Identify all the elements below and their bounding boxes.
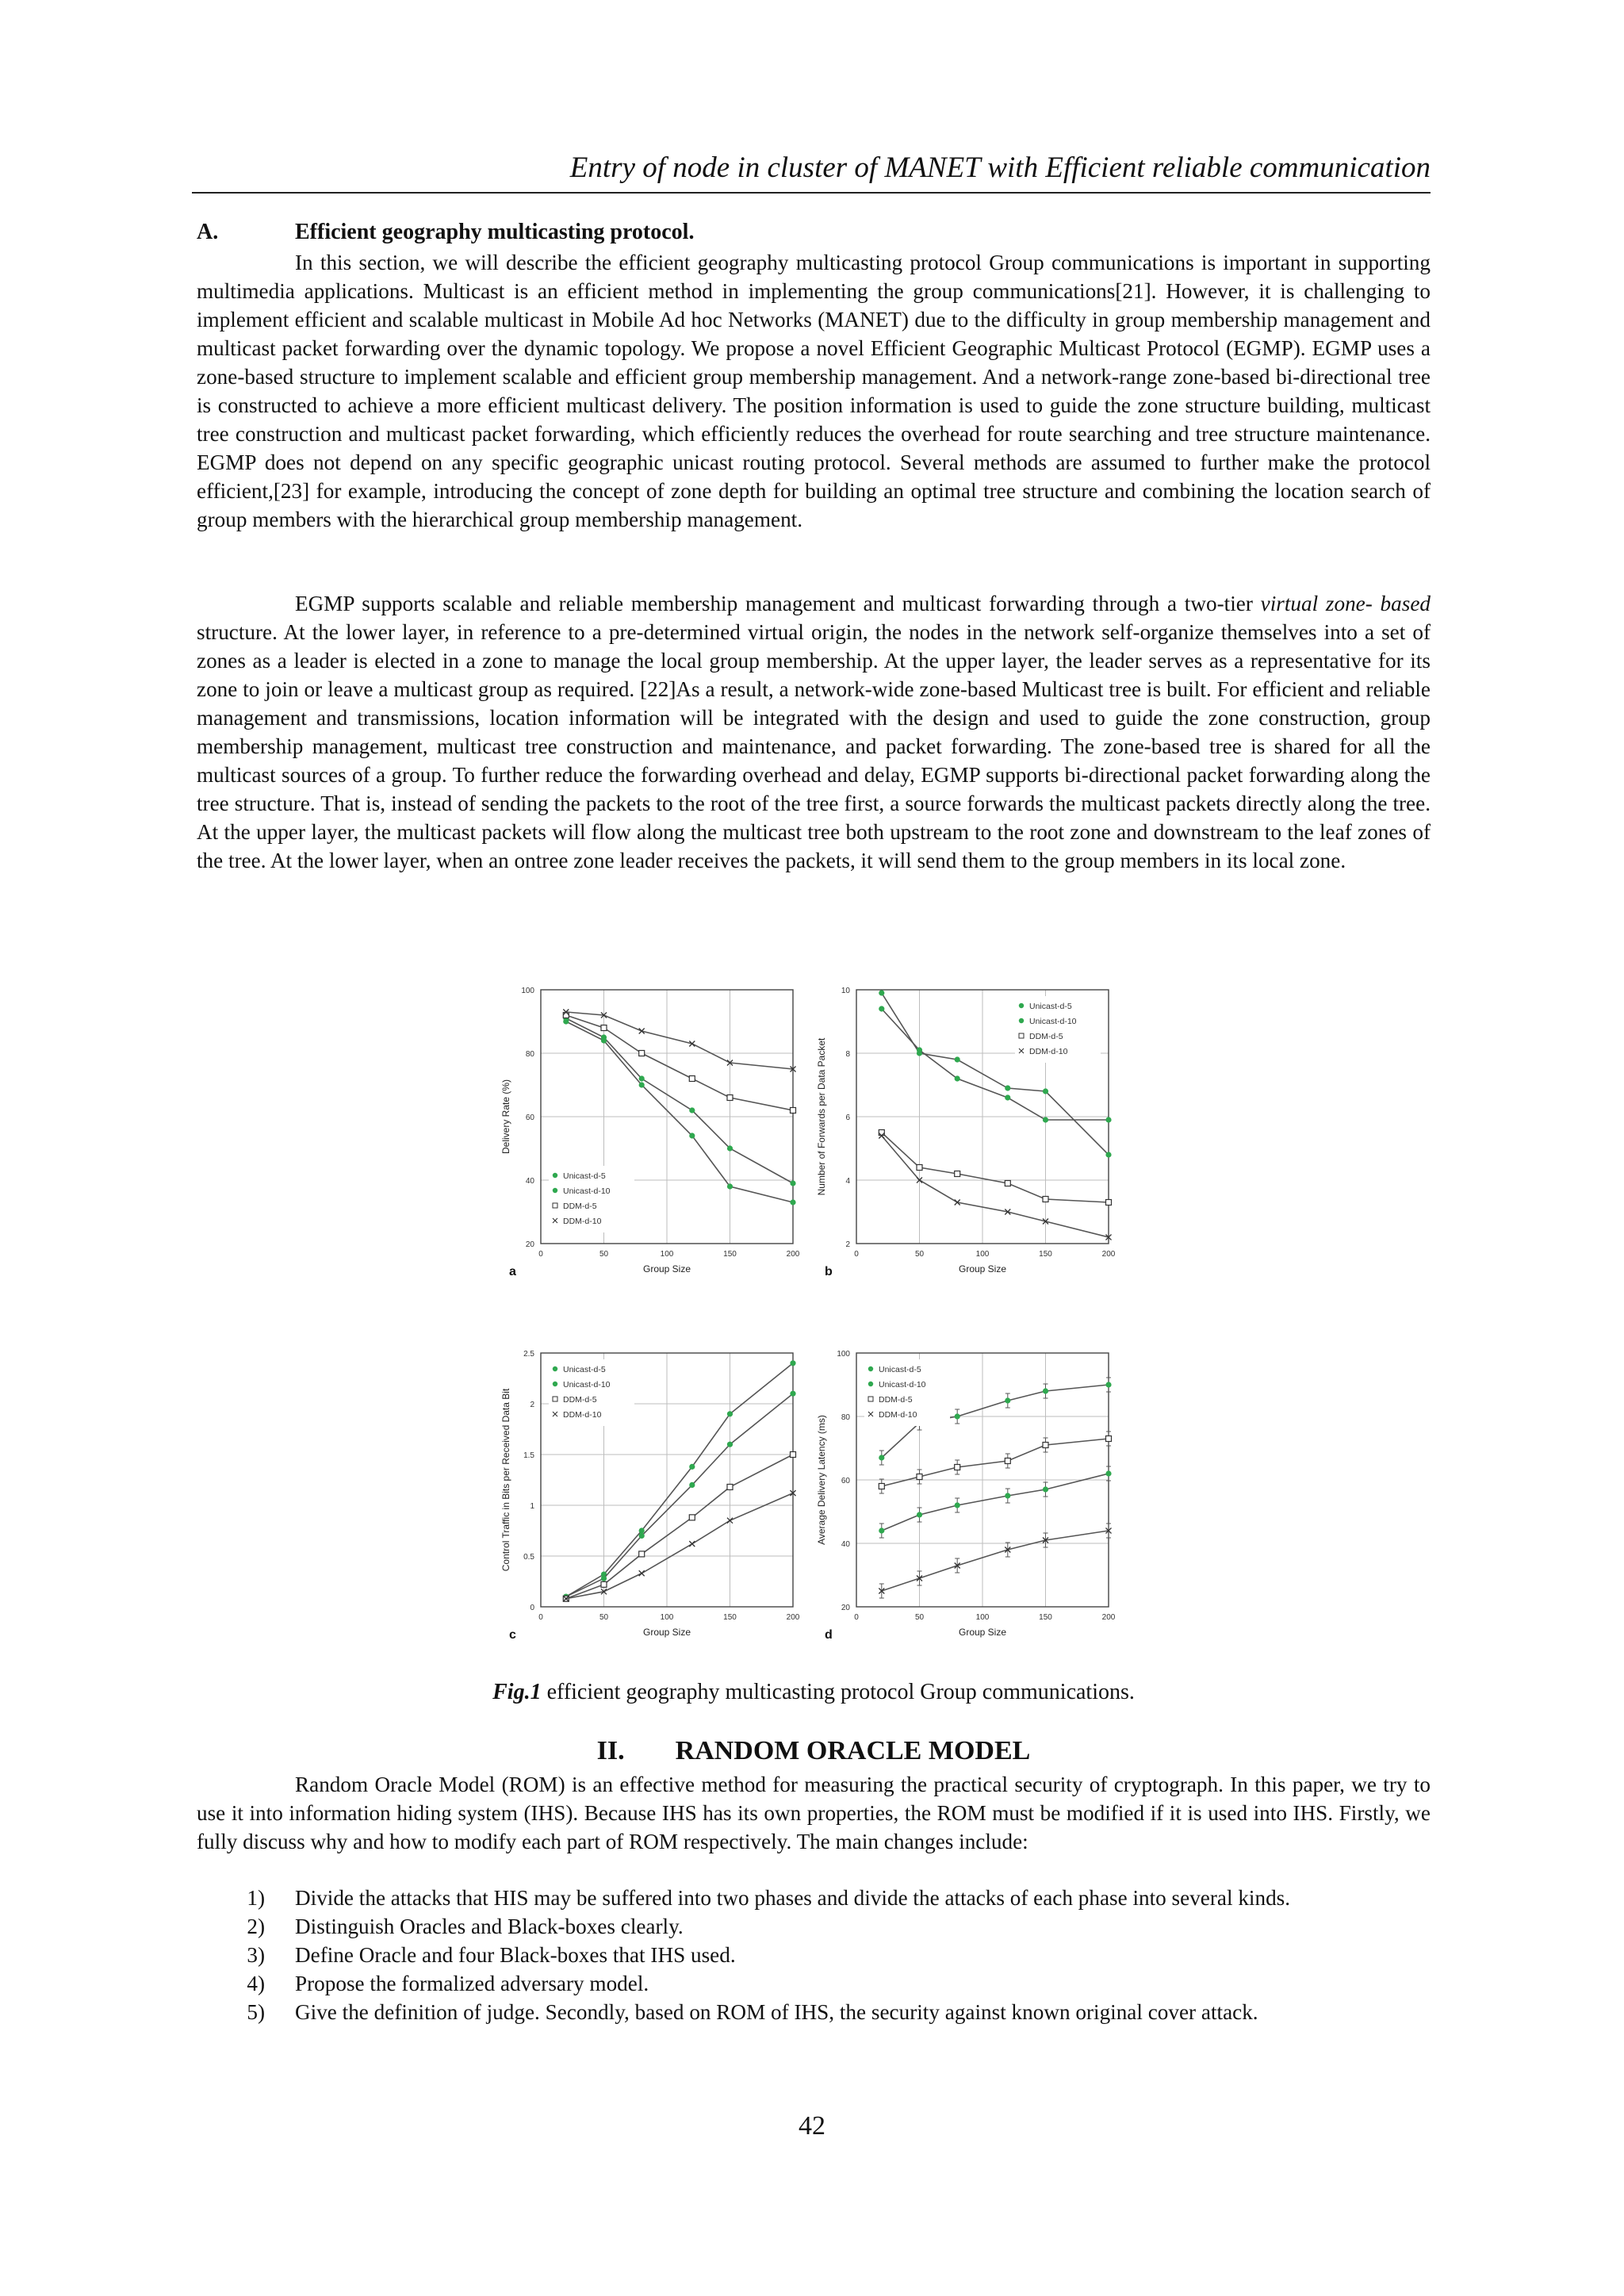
y-tick-label: 2 — [530, 1401, 534, 1409]
header-rule — [192, 192, 1431, 194]
series-line-DDM-d-10 — [882, 1531, 1109, 1591]
data-point — [689, 1076, 695, 1082]
x-tick-label: 0 — [538, 1250, 543, 1259]
legend-marker — [868, 1397, 873, 1401]
series-line-DDM-d-10 — [566, 1493, 793, 1599]
x-tick-label: 150 — [723, 1613, 737, 1622]
x-tick-label: 200 — [786, 1250, 800, 1259]
data-point — [955, 1171, 960, 1177]
data-point — [727, 1411, 733, 1416]
changes-list — [197, 1884, 1431, 2026]
data-point — [601, 1037, 607, 1043]
x-tick-label: 150 — [1039, 1613, 1052, 1622]
data-point — [917, 1047, 922, 1052]
data-point — [1106, 1200, 1112, 1205]
x-tick-label: 100 — [660, 1613, 674, 1622]
data-point — [689, 1515, 695, 1520]
list-item — [197, 1998, 1431, 2026]
list-item — [197, 1884, 1431, 1912]
legend-label: DDM-d-5 — [563, 1202, 597, 1211]
x-axis-label: Group Size — [958, 1627, 1007, 1638]
data-point — [955, 1465, 960, 1470]
y-tick-label: 1.5 — [523, 1451, 534, 1460]
x-tick-label: 0 — [854, 1250, 859, 1259]
section-heading — [197, 1736, 1431, 1766]
list-text: Propose the formalized adversary model. — [295, 1972, 649, 1995]
legend-marker — [868, 1382, 873, 1386]
data-point — [689, 1133, 695, 1138]
y-tick-label: 100 — [837, 1350, 850, 1359]
list-text: Distinguish Oracles and Black-boxes clearly. — [295, 1915, 684, 1938]
list-item — [197, 1912, 1431, 1941]
section-title: Efficient geography multicasting protocol. — [295, 220, 695, 244]
data-point — [727, 1442, 733, 1447]
x-tick-label: 150 — [1039, 1250, 1052, 1259]
chart-panel-d — [816, 1350, 1116, 1642]
page-number: 42 — [799, 2111, 825, 2141]
data-point — [639, 1570, 645, 1576]
section-heading-title: RANDOM ORACLE MODEL — [675, 1736, 1031, 1765]
section-letter: A. — [197, 220, 219, 244]
legend-marker — [1019, 1018, 1024, 1023]
y-tick-label: 60 — [525, 1114, 534, 1122]
x-axis-label: Group Size — [642, 1263, 691, 1274]
data-point — [955, 1413, 960, 1419]
legend-label: Unicast-d-10 — [879, 1380, 926, 1389]
data-point — [727, 1145, 733, 1151]
series-line-Unicast-d-5 — [566, 1018, 793, 1183]
data-point — [639, 1082, 645, 1087]
legend-label: DDM-d-10 — [563, 1410, 602, 1420]
data-point — [790, 1360, 795, 1366]
x-axis-label: Group Size — [958, 1263, 1007, 1274]
data-point — [790, 1180, 795, 1186]
data-point — [1005, 1094, 1010, 1100]
data-point — [791, 1108, 796, 1114]
x-tick-label: 50 — [599, 1613, 609, 1622]
y-tick-label: 60 — [841, 1477, 850, 1485]
data-point — [689, 1541, 695, 1547]
legend-marker — [1019, 1003, 1024, 1008]
x-axis-label: Group Size — [642, 1627, 691, 1638]
x-tick-label: 200 — [1101, 1250, 1116, 1259]
series-line-DDM-d-5 — [882, 1439, 1109, 1486]
data-point — [879, 1527, 884, 1533]
series-line-DDM-d-10 — [882, 1136, 1109, 1237]
data-point — [955, 1502, 960, 1508]
data-point — [689, 1107, 695, 1113]
list-number: 1) — [247, 1886, 265, 1910]
list-number: 2) — [247, 1915, 265, 1938]
chart-panel-b — [816, 987, 1116, 1278]
legend-label: Unicast-d-10 — [563, 1380, 611, 1389]
data-point — [563, 1018, 569, 1024]
x-tick-label: 200 — [1101, 1613, 1116, 1622]
y-tick-label: 40 — [841, 1540, 850, 1549]
data-point — [1106, 1436, 1112, 1442]
legend-label: DDM-d-5 — [879, 1395, 913, 1405]
x-tick-label: 0 — [538, 1613, 543, 1622]
y-axis-label: Average Delivery Latency (ms) — [816, 1415, 827, 1545]
data-point — [1043, 1486, 1048, 1492]
paragraph-rom: Random Oracle Model (ROM) is an effective method for measuring the practical security of cryptograph. In this paper, we try to use it into information hiding system (IHS). Because IHS has its own properties, the ROM must be modified if it is used into IHS. Firstly, we fully discuss why and how to modify each part of ROM respectively. The main changes include: — [197, 1773, 1431, 1853]
panel-letter: d — [825, 1628, 833, 1642]
x-tick-label: 100 — [975, 1613, 990, 1622]
data-point — [790, 1199, 795, 1205]
list-text: Define Oracle and four Black-boxes that IHS used. — [295, 1943, 736, 1967]
data-point — [1043, 1088, 1048, 1094]
data-point — [689, 1482, 695, 1488]
legend-label: DDM-d-10 — [879, 1410, 917, 1420]
series-line-Unicast-d-10 — [882, 1474, 1109, 1531]
x-tick-label: 100 — [660, 1250, 674, 1259]
data-point — [955, 1056, 960, 1062]
data-point — [1043, 1443, 1048, 1448]
data-point — [639, 1527, 645, 1533]
y-tick-label: 10 — [841, 987, 850, 995]
legend-label: Unicast-d-5 — [563, 1171, 606, 1181]
data-point — [1043, 1197, 1048, 1202]
chart-panel-a — [500, 987, 800, 1278]
legend-marker — [553, 1188, 557, 1193]
data-point — [879, 1484, 884, 1489]
y-tick-label: 8 — [845, 1050, 850, 1059]
panel-letter: a — [509, 1265, 516, 1278]
y-tick-label: 100 — [521, 987, 534, 995]
legend-marker — [868, 1366, 873, 1371]
y-tick-label: 6 — [845, 1114, 850, 1122]
y-tick-label: 20 — [841, 1604, 850, 1612]
y-tick-label: 2 — [845, 1240, 850, 1249]
data-point — [727, 1183, 733, 1189]
y-tick-label: 4 — [845, 1177, 850, 1186]
legend-label: DDM-d-5 — [1029, 1032, 1063, 1041]
data-point — [917, 1512, 922, 1517]
y-tick-label: 80 — [525, 1050, 534, 1059]
list-text: Give the definition of judge. Secondly, based on ROM of IHS, the security against known original cover attack. — [295, 2000, 1258, 2024]
data-point — [1105, 1117, 1111, 1122]
list-number: 3) — [247, 1943, 265, 1967]
running-header: Entry of node in cluster of MANET with Efficient reliable communication — [569, 151, 1431, 184]
legend-label: Unicast-d-5 — [879, 1365, 921, 1374]
legend-label: DDM-d-10 — [563, 1217, 602, 1226]
series-line-DDM-d-10 — [566, 1012, 793, 1069]
data-point — [689, 1464, 695, 1470]
y-tick-label: 2.5 — [523, 1350, 534, 1359]
data-point — [639, 1051, 645, 1056]
x-tick-label: 100 — [975, 1250, 990, 1259]
data-point — [1043, 1388, 1048, 1393]
legend-marker — [1019, 1033, 1024, 1038]
x-tick-label: 200 — [786, 1613, 800, 1622]
data-point — [791, 1452, 796, 1458]
y-tick-label: 0.5 — [523, 1553, 534, 1562]
x-tick-label: 50 — [599, 1250, 609, 1259]
legend-marker — [553, 1173, 557, 1178]
legend-label: Unicast-d-10 — [563, 1186, 611, 1196]
data-point — [917, 1474, 922, 1480]
figure-caption — [197, 1680, 1431, 1705]
data-point — [790, 1391, 795, 1397]
data-point — [879, 1455, 884, 1460]
data-point — [1043, 1117, 1048, 1122]
x-tick-label: 0 — [854, 1613, 859, 1622]
legend-marker — [553, 1382, 557, 1386]
legend-label: Unicast-d-10 — [1029, 1017, 1077, 1026]
list-item — [197, 1941, 1431, 1969]
y-tick-label: 0 — [530, 1604, 534, 1612]
x-tick-label: 50 — [914, 1250, 925, 1259]
data-point — [955, 1075, 960, 1081]
paragraph-italic-text: virtual zone- based — [1260, 592, 1431, 615]
paragraph-text: structure. At the lower layer, in reference to a pre-determined virtual origin, the nodes in the network self-organize themselves into a set of zones as a leader is elected in a zone to manage the local group membership. At the upper layer, the leader serves as a representative for its zone to join or leave a multicast group as required. [22]As a result, a network-wide zone-based Multicast tree is built. For efficient and reliable management and transmissions, location information will be integrated with the design and used to guide the zone construction, group membership management, multicast tree construction and maintenance, and packet forwarding. The zone-based tree is shared for all the multicast sources of a group. To further reduce the forwarding overhead and delay, EGMP supports bi-directional packet forwarding along the tree structure. That is, instead of sending the packets to the root of the tree first, a source forwards the multicast packets directly along the tree. At the upper layer, the multicast packets will flow along the multicast tree both upstream to the root zone and downstream to the leaf zones of the tree. At the lower layer, when an ontree zone leader receives the packets, it will send them to the group members in its local zone. — [197, 620, 1431, 872]
paragraph-text: EGMP supports scalable and reliable membership management and multicast forwarding through a two-tier — [295, 592, 1261, 615]
data-point — [1005, 1397, 1010, 1403]
y-axis-label: Delivery Rate (%) — [500, 1079, 511, 1155]
legend-label: DDM-d-10 — [1029, 1047, 1068, 1056]
legend-marker — [553, 1203, 557, 1208]
panel-letter: c — [509, 1628, 516, 1642]
data-point — [1005, 1458, 1010, 1464]
data-point — [601, 1025, 607, 1031]
x-tick-label: 50 — [914, 1613, 925, 1622]
panel-letter: b — [825, 1265, 833, 1278]
y-tick-label: 40 — [525, 1177, 534, 1186]
section-number: II. — [596, 1736, 625, 1765]
list-number: 5) — [247, 2000, 265, 2024]
data-point — [1005, 1181, 1010, 1186]
series-line-DDM-d-5 — [566, 1015, 793, 1110]
data-point — [639, 1075, 645, 1081]
data-point — [639, 1533, 645, 1539]
legend-label: Unicast-d-5 — [563, 1365, 606, 1374]
data-point — [1105, 1152, 1111, 1157]
data-point — [879, 1006, 884, 1011]
chart-panel-c — [500, 1350, 800, 1642]
y-tick-label: 20 — [525, 1240, 534, 1249]
list-item — [197, 1969, 1431, 1998]
paragraph-egmp-intro: In this section, we will describe the efficient geography multicasting protocol Group communications is important in supporting multimedia applications. Multicast is an efficient method in implementing the group communications[21]. However, it is challenging to implement efficient and scalable multicast in Mobile Ad hoc Networks (MANET) due to the difficulty in group membership management and multicast packet forwarding over the dynamic topology. We propose a novel Efficient Geographic Multicast Protocol (EGMP). EGMP uses a zone-based structure to implement scalable and efficient group membership management. And a network-range zone-based bi-directional tree is constructed to achieve a more efficient multicast delivery. The position information is used to guide the zone structure building, multicast tree construction and multicast packet forwarding, which efficiently reduces the overhead for route searching and tree structure maintenance. EGMP does not depend on any specific geographic unicast routing protocol. Several methods are assumed to further make the protocol efficient,[23] for example, introducing the concept of zone depth for building an optimal tree structure and combining the location search of group members with the hierarchical group membership management. — [197, 251, 1431, 531]
legend-marker — [553, 1397, 557, 1401]
y-tick-label: 1 — [530, 1502, 534, 1511]
y-axis-label: Number of Forwards per Data Packet — [816, 1037, 827, 1196]
list-text: Divide the attacks that HIS may be suffered into two phases and divide the attacks of each phase into several kinds. — [295, 1886, 1291, 1910]
data-point — [727, 1484, 733, 1489]
data-point — [1005, 1493, 1010, 1498]
series-line-DDM-d-5 — [882, 1133, 1109, 1202]
caption-text: efficient geography multicasting protocol Group communications. — [541, 1680, 1135, 1704]
caption-label: Fig.1 — [492, 1680, 542, 1704]
paragraph-egmp-structure — [197, 589, 1431, 875]
data-point — [1105, 1470, 1111, 1476]
data-point — [917, 1165, 922, 1171]
y-axis-label: Control Traffic in Bits per Received Data Bit — [500, 1388, 511, 1572]
data-point — [601, 1581, 607, 1587]
data-point — [601, 1576, 607, 1581]
data-point — [1005, 1085, 1010, 1091]
y-tick-label: 80 — [841, 1413, 850, 1422]
legend-label: DDM-d-5 — [563, 1395, 597, 1405]
legend-label: Unicast-d-5 — [1029, 1002, 1072, 1011]
data-point — [1105, 1382, 1111, 1387]
data-point — [879, 990, 884, 995]
legend-marker — [553, 1366, 557, 1371]
figure-1-charts — [476, 974, 1142, 1656]
x-tick-label: 150 — [723, 1250, 737, 1259]
data-point — [727, 1095, 733, 1101]
list-number: 4) — [247, 1972, 265, 1995]
data-point — [639, 1551, 645, 1557]
